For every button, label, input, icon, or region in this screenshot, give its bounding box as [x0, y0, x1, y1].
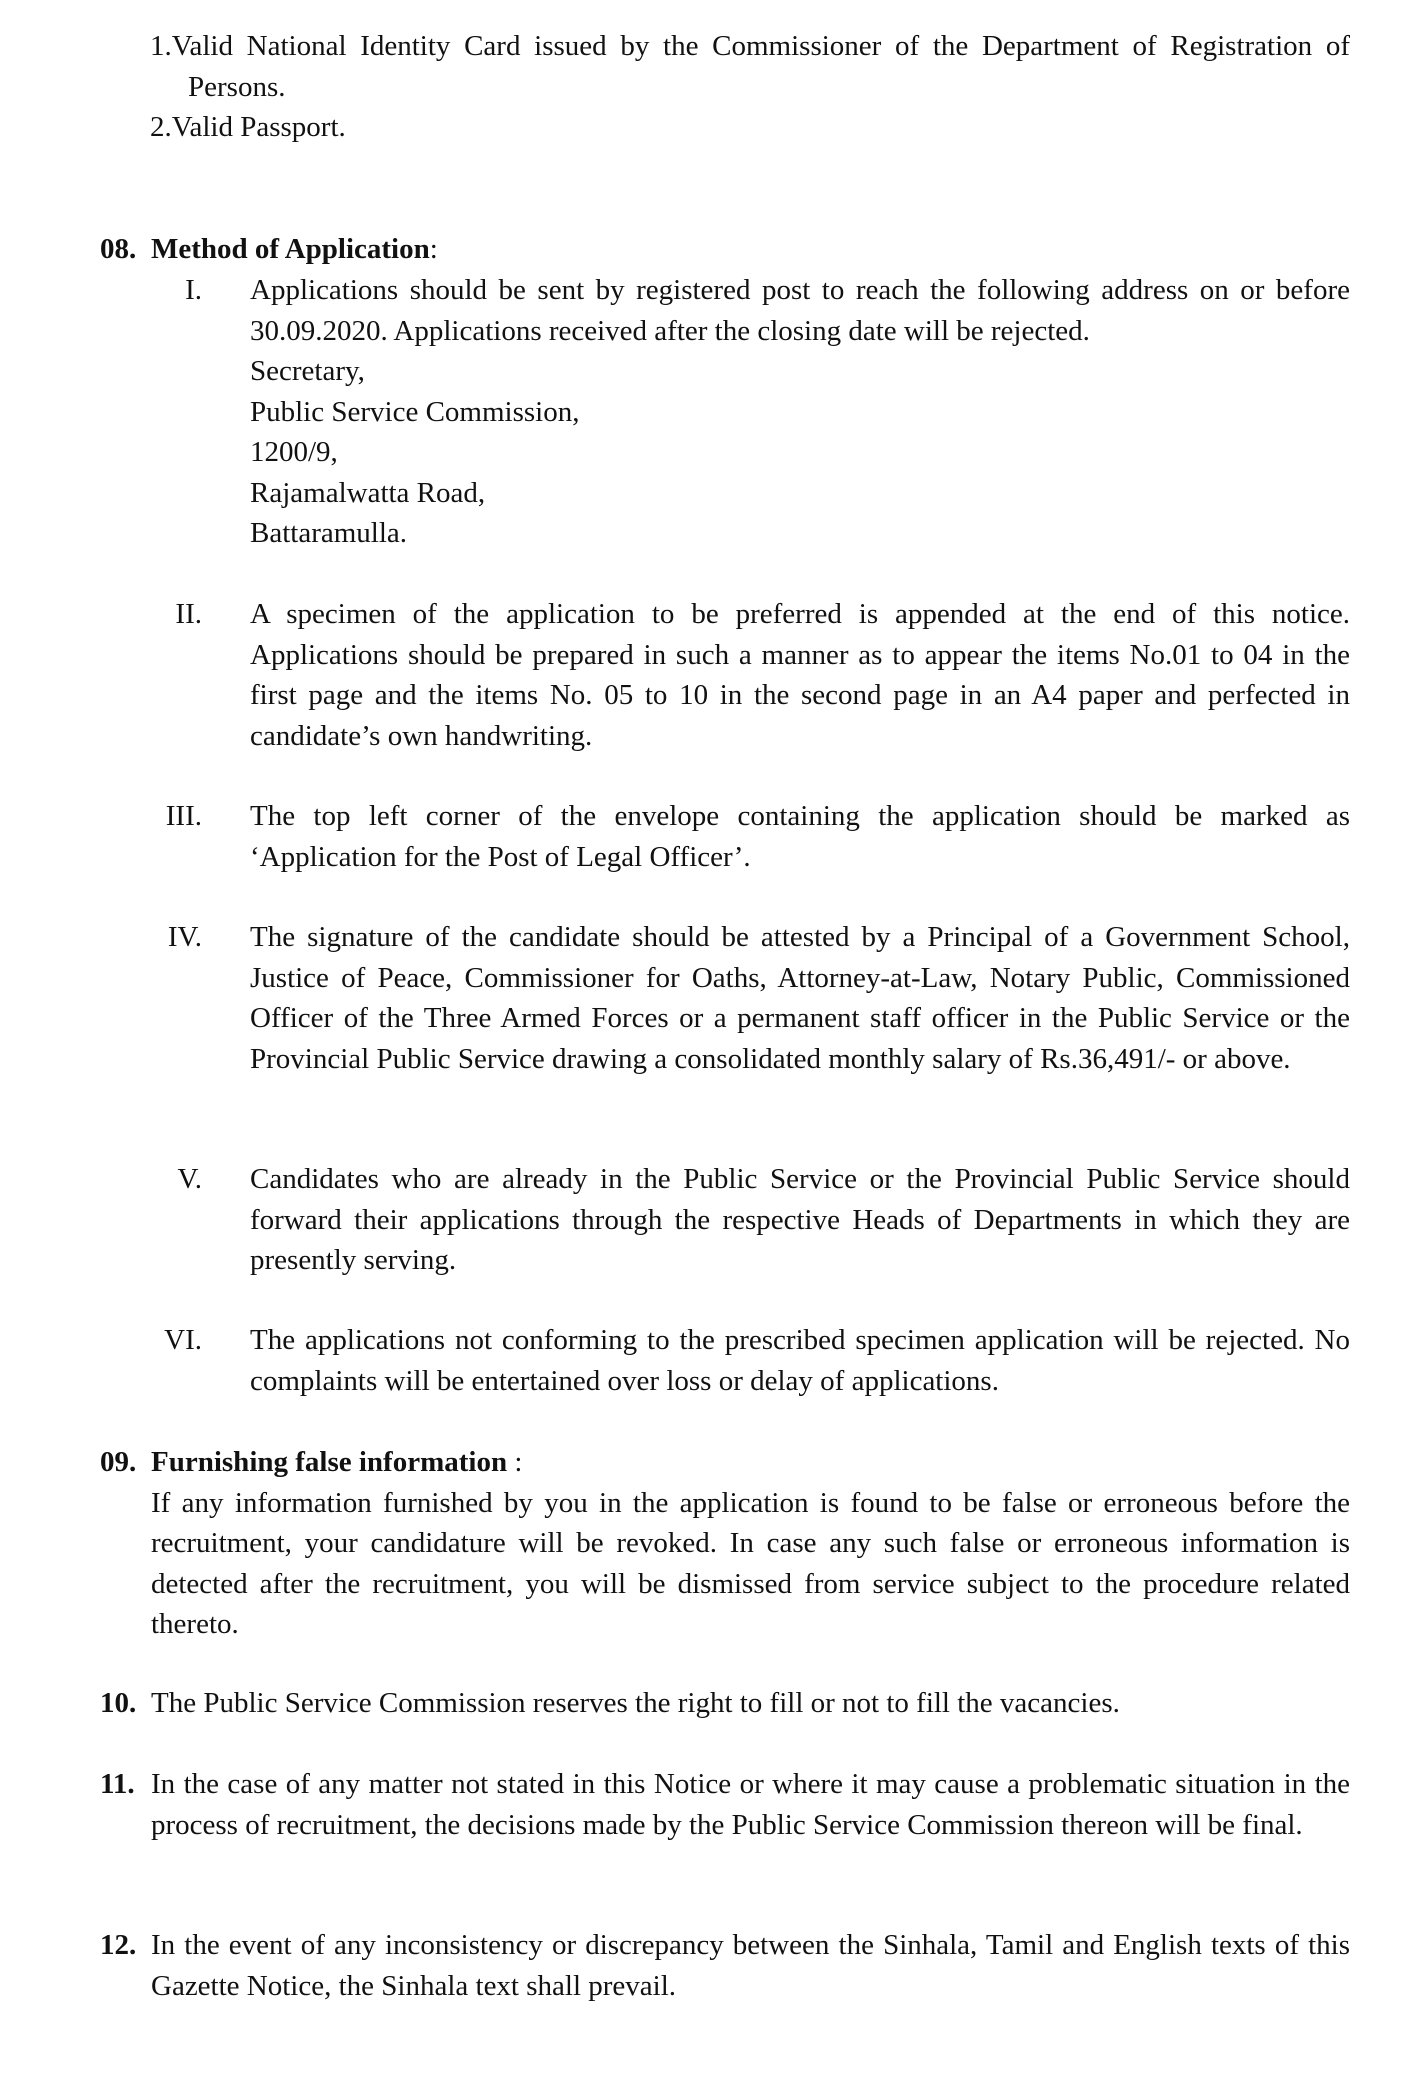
section-number: 11. [100, 1768, 135, 1800]
sub-item-number: IV. [167, 921, 202, 953]
section-number: 09. [100, 1446, 137, 1478]
sub-item-body [250, 270, 1350, 554]
section-title: Method of Application [151, 233, 430, 265]
section-text: If any information furnished by you in the application is found to be false or erroneous before the recruitment, your candidature will be revoked. In case any such false or erroneous information is detected after the recruitment, you will be dismissed from service subject to the procedure related thereto. [151, 1486, 1350, 1640]
section-title-wrap [151, 1442, 522, 1483]
address-line: 1200/9, [250, 436, 338, 468]
sub-item-text: The top left corner of the envelope containing the application should be marked as ‘Application for the Post of Legal Officer’. [250, 800, 1350, 873]
section-colon: : [507, 1446, 523, 1478]
section-text: In the event of any inconsistency or discrepancy between the Sinhala, Tamil and English texts of this Gazette Notice, the Sinhala text shall prevail. [151, 1929, 1350, 2002]
sub-item-text: The applications not conforming to the prescribed specimen application will be rejected. No complaints will be entertained over loss or delay of applications. [250, 1324, 1350, 1397]
list-item: 2.Valid Passport. [150, 111, 346, 143]
address-line: Battaramulla. [250, 517, 408, 549]
section-title: Furnishing false information [151, 1446, 508, 1478]
sub-item-text: The signature of the candidate should be attested by a Principal of a Government School, Justice of Peace, Commissioner for Oaths, Attorney-at-Law, Notary Public, Commissioned Officer of the Three Armed Forces or a permanent staff officer in the Public Service or the Provincial Public Service drawing a consolidated monthly salary of Rs.36,491/- or above. [250, 921, 1350, 1075]
section-title-wrap [151, 229, 438, 270]
sub-item-number: I. [185, 274, 202, 306]
section-text: In the case of any matter not stated in this Notice or where it may cause a problematic situation in the process of recruitment, the decisions made by the Public Service Commission thereon will be final. [151, 1768, 1350, 1841]
section-colon: : [429, 233, 438, 265]
postal-address [250, 351, 1350, 554]
section-number: 10. [100, 1687, 137, 1719]
address-line: Public Service Commission, [250, 395, 580, 428]
identity-documents-list [150, 26, 1350, 148]
sub-item-number: VI. [164, 1324, 202, 1356]
address-line: Rajamalwatta Road, [250, 476, 486, 509]
address-line: Secretary, [250, 355, 365, 387]
section-number: 08. [100, 233, 137, 265]
sub-item-text: Candidates who are already in the Public Service or the Provincial Public Service should forward their applications through the respective Heads of Departments in which they are presently serving. [250, 1163, 1350, 1276]
sub-item-text: A specimen of the application to be preferred is appended at the end of this notice. Applications should be prepared in such a manner as to appear the items No.01 to 04 in the first page and the items No. 05 to 10 in the second page in an A4 paper and perfected in candidate’s own handwriting. [250, 598, 1350, 752]
sub-item-text: Applications should be sent by registered post to reach the following address on or before 30.09.2020. Applications received after the closing date will be rejected. [250, 274, 1350, 347]
sub-item-number: II. [175, 598, 202, 630]
section-text: The Public Service Commission reserves the right to fill or not to fill the vacancies. [151, 1687, 1120, 1719]
section-number: 12. [100, 1929, 137, 1961]
sub-item-number: III. [165, 800, 202, 832]
sub-item-number: V. [177, 1163, 202, 1195]
list-item: 1.Valid National Identity Card issued by the Commissioner of the Department of Registration of Persons. [150, 30, 1350, 103]
